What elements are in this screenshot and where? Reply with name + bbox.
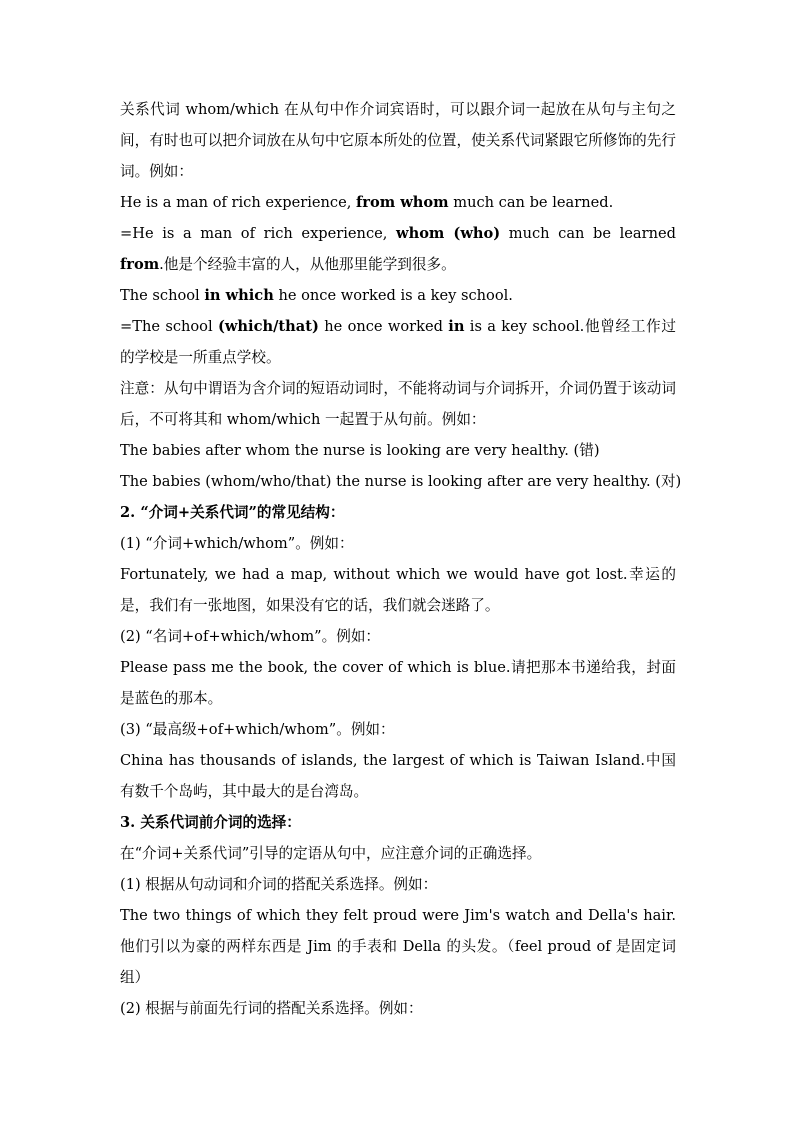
paragraph-intro: 关系代词 whom/which 在从句中作介词宾语时，可以跟介词一起放在从句与主句之间，有时也可以把介词放在从句中它原本所处的位置，使关系代词紧跟它所修饰的先行词。例如： <box>120 101 676 180</box>
example-sentence-correct: The babies (whom/who/that) the nurse is looking after are very healthy. (对) <box>120 473 682 490</box>
subsection-label: (2) “名词+of+which/whom”。例如： <box>120 628 381 645</box>
example-sentence: China has thousands of islands, the largest of which is Taiwan Island.中国有数千个岛屿，其中最大的是台湾岛。 <box>120 752 676 800</box>
example-sentence: He is a man of rich experience, from whom much can be learned. <box>120 194 614 211</box>
subsection-label: (3) “最高级+of+which/whom”。例如： <box>120 721 395 738</box>
example-sentence: =He is a man of rich experience, whom (who) much can be learned from.他是个经验丰富的人，从他那里能学到很多。 <box>120 225 676 273</box>
subsection-label: (1) 根据从句动词和介词的搭配关系选择。例如： <box>120 876 438 893</box>
example-sentence: =The school (which/that) he once worked in is a key school.他曾经工作过的学校是一所重点学校。 <box>120 318 676 366</box>
example-sentence-wrong: The babies after whom the nurse is looking are very healthy. (错) <box>120 442 600 459</box>
document-body <box>120 94 682 1024</box>
subsection-label: (1) “介词+which/whom”。例如： <box>120 535 354 552</box>
section-heading: 3. 关系代词前介词的选择： <box>120 814 301 831</box>
example-sentence: The two things of which they felt proud were Jim's watch and Della's hair.他们引以为豪的两样东西是 Jim 的手表和 Della 的头发。（feel proud of 是固定词组） <box>120 907 676 986</box>
body-paragraph: 在“介词+关系代词”引导的定语从句中，应注意介词的正确选择。 <box>120 845 542 862</box>
section-heading: 2. “介词+关系代词”的常见结构： <box>120 504 345 521</box>
note-paragraph: 注意：从句中谓语为含介词的短语动词时，不能将动词与介词拆开，介词仍置于该动词后，不可将其和 whom/which 一起置于从句前。例如： <box>120 380 676 428</box>
example-sentence: Fortunately, we had a map, without which we would have got lost.幸运的是，我们有一张地图，如果没有它的话，我们就会迷路了。 <box>120 566 676 614</box>
example-sentence: The school in which he once worked is a key school. <box>120 287 513 304</box>
subsection-label: (2) 根据与前面先行词的搭配关系选择。例如： <box>120 1000 423 1017</box>
example-sentence: Please pass me the book, the cover of which is blue.请把那本书递给我，封面是蓝色的那本。 <box>120 659 676 707</box>
